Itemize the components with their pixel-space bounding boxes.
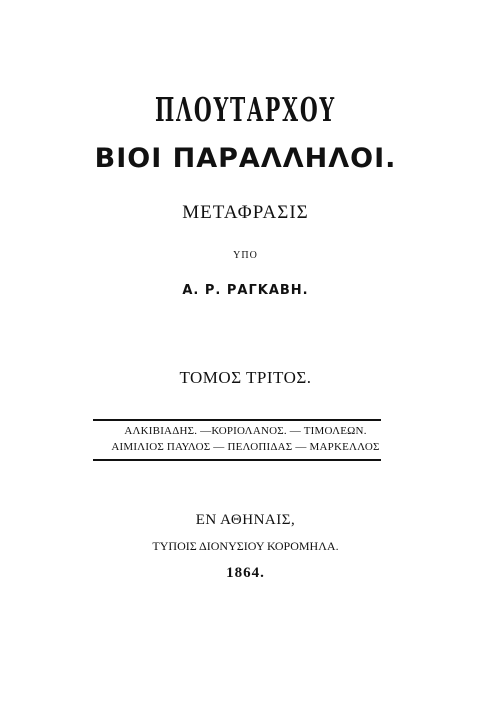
work-title: ΒΙΟΙ ΠΑΡΑΛΛΗΛΟΙ. <box>94 143 397 174</box>
printer-name: ΤΥΠΟΙΣ ΔΙΟΝΥΣΙΟΥ ΚΟΡΟΜΗΛΑ. <box>152 539 339 553</box>
by-label: ΥΠΟ <box>233 250 258 261</box>
contents-bottom-rule <box>93 459 381 461</box>
publication-place: ΕΝ ΑΘΗΝΑΙΣ, <box>195 512 296 528</box>
contents-line-2: ΑΙΜΙΛΙΟΣ ΠΑΥΛΟΣ — ΠΕΛΟΠΙΔΑΣ — ΜΑΡΚΕΛΛΟΣ <box>111 441 380 453</box>
publication-year: 1864. <box>226 565 265 581</box>
author-name: ΠΛΟΥΤΑΡΧΟΥ <box>154 90 337 129</box>
translator-name: Α. Ρ. ΡΑΓΚΑΒΗ. <box>182 283 309 298</box>
translation-subtitle: ΜΕΤΑΦΡΑΣΙΣ <box>182 202 309 223</box>
contents-top-rule <box>93 419 381 421</box>
volume-label: ΤΟΜΟΣ ΤΡΙΤΟΣ. <box>179 368 312 387</box>
contents-line-1: ΑΛΚΙΒΙΑΔΗΣ. —ΚΟΡΙΟΛΑΝΟΣ. — ΤΙΜΟΛΕΩΝ. <box>124 425 367 437</box>
